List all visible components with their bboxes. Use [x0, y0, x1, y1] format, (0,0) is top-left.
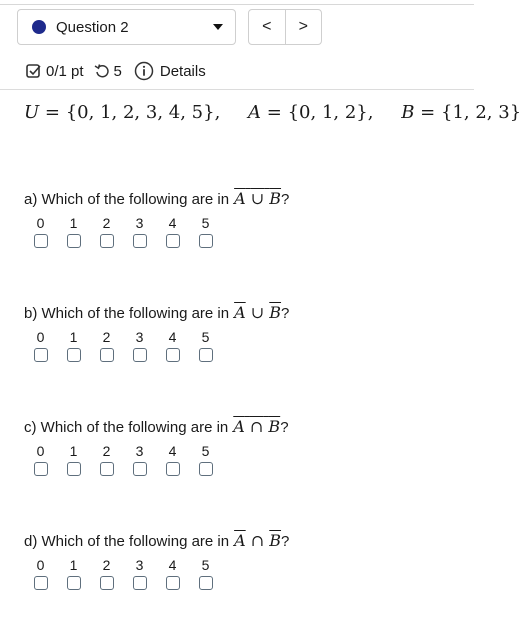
option-4[interactable]: 4 — [156, 443, 189, 476]
option-1[interactable]: 1 — [57, 329, 90, 362]
option-0[interactable]: 0 — [24, 443, 57, 476]
prev-question-button[interactable]: < — [262, 18, 272, 35]
check-box-icon — [26, 63, 42, 79]
checkbox[interactable] — [67, 348, 81, 362]
option-5[interactable]: 5 — [189, 443, 222, 476]
part-a: a) Which of the following are in A ∪ B ? 0 1 2 3 4 5 — [24, 189, 289, 248]
checkbox[interactable] — [166, 462, 180, 476]
section-divider — [0, 89, 474, 90]
equals-sign: = — [44, 102, 60, 123]
checkbox[interactable] — [34, 234, 48, 248]
option-4[interactable]: 4 — [156, 215, 189, 248]
option-1[interactable]: 1 — [57, 443, 90, 476]
option-4[interactable]: 4 — [156, 329, 189, 362]
set-u-value: {0, 1, 2, 3, 4, 5}, — [65, 102, 221, 123]
expression-c: A ∩ B — [233, 417, 281, 436]
score-text: 0/1 pt — [46, 62, 84, 80]
expression-b: $\overline{A}$ ∪ $\overline{B}$ — [234, 303, 282, 322]
details-link[interactable]: Details — [159, 62, 206, 80]
option-2[interactable]: 2 — [90, 215, 123, 248]
part-prompt: d) Which of the following are in — [24, 533, 230, 550]
option-1[interactable]: 1 — [57, 557, 90, 590]
checkbox[interactable] — [34, 576, 48, 590]
checkbox[interactable] — [199, 234, 213, 248]
checkbox[interactable] — [199, 348, 213, 362]
set-u-name: U — [24, 102, 40, 123]
set-a-name: A — [248, 102, 262, 123]
checkbox[interactable] — [34, 462, 48, 476]
option-2[interactable]: 2 — [90, 329, 123, 362]
checkbox[interactable] — [133, 462, 147, 476]
part-prompt: b) Which of the following are in — [24, 305, 230, 322]
checkbox[interactable] — [133, 348, 147, 362]
checkbox[interactable] — [166, 576, 180, 590]
option-0[interactable]: 0 — [24, 329, 57, 362]
option-3[interactable]: 3 — [123, 443, 156, 476]
checkbox[interactable] — [67, 234, 81, 248]
checkbox[interactable] — [67, 576, 81, 590]
part-c: c) Which of the following are in A ∩ B ? 0 1 2 3 4 5 — [24, 417, 289, 476]
retry-icon — [94, 63, 110, 79]
checkbox[interactable] — [199, 462, 213, 476]
option-3[interactable]: 3 — [123, 329, 156, 362]
option-3[interactable]: 3 — [123, 215, 156, 248]
equals-sign: = — [266, 102, 282, 123]
checkbox[interactable] — [199, 576, 213, 590]
expression-d: $\overline{A}$ ∩ $\overline{B}$ — [234, 531, 282, 550]
option-2[interactable]: 2 — [90, 443, 123, 476]
set-b-value: {1, 2, 3} — [441, 102, 521, 123]
question-select[interactable] — [17, 9, 236, 45]
checkbox[interactable] — [100, 348, 114, 362]
set-a-value: {0, 1, 2}, — [287, 102, 374, 123]
question-nav — [248, 9, 322, 45]
option-4[interactable]: 4 — [156, 557, 189, 590]
checkbox[interactable] — [100, 576, 114, 590]
question-label: Question 2 — [56, 18, 129, 36]
checkbox[interactable] — [67, 462, 81, 476]
checkbox[interactable] — [166, 348, 180, 362]
set-definitions — [24, 102, 521, 123]
expression-a: A ∪ B — [234, 189, 282, 208]
part-b: b) Which of the following are in $\overline{A}$ ∪ $\overline{B}$ ? 0 1 2 3 4 5 — [24, 303, 289, 362]
checkbox[interactable] — [100, 234, 114, 248]
option-5[interactable]: 5 — [189, 329, 222, 362]
part-prompt: c) Which of the following are in — [24, 419, 229, 436]
next-question-button[interactable]: > — [298, 18, 308, 35]
part-prompt: a) Which of the following are in — [24, 191, 230, 208]
set-b-name: B — [401, 102, 415, 123]
checkbox[interactable] — [133, 576, 147, 590]
part-d: d) Which of the following are in $\overline{A}$ ∩ $\overline{B}$ ? 0 1 2 3 4 5 — [24, 531, 289, 590]
option-0[interactable]: 0 — [24, 557, 57, 590]
checkbox[interactable] — [166, 234, 180, 248]
retries-count: 5 — [113, 62, 122, 80]
caret-down-icon — [213, 24, 223, 30]
checkbox[interactable] — [133, 234, 147, 248]
option-1[interactable]: 1 — [57, 215, 90, 248]
equals-sign: = — [420, 102, 436, 123]
info-icon[interactable] — [134, 61, 154, 81]
option-5[interactable]: 5 — [189, 215, 222, 248]
option-2[interactable]: 2 — [90, 557, 123, 590]
option-5[interactable]: 5 — [189, 557, 222, 590]
question-status-bar — [26, 58, 206, 84]
checkbox[interactable] — [34, 348, 48, 362]
checkbox[interactable] — [100, 462, 114, 476]
option-0[interactable]: 0 — [24, 215, 57, 248]
question-status-dot — [32, 20, 46, 34]
top-divider — [0, 4, 474, 5]
option-3[interactable]: 3 — [123, 557, 156, 590]
